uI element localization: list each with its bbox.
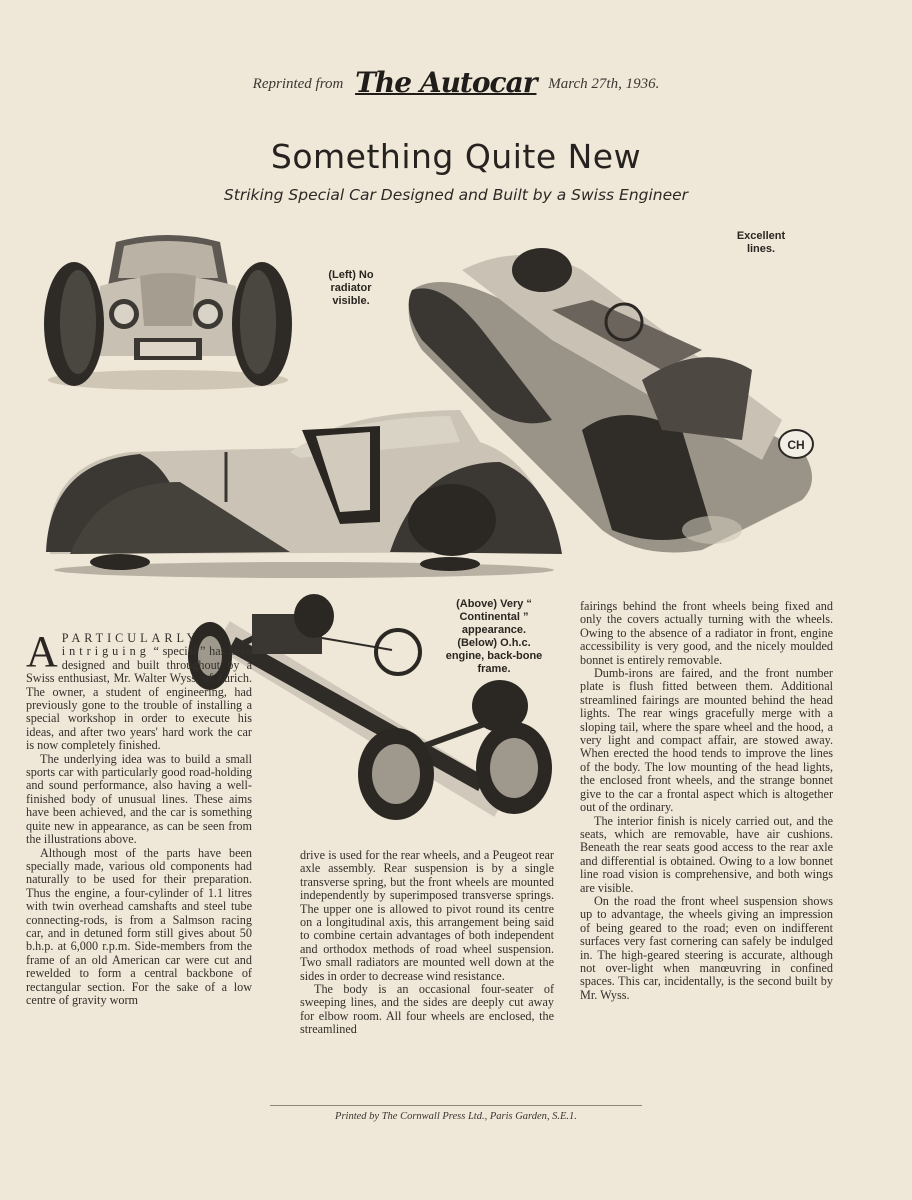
- autocar-logo: The Autocar: [355, 66, 537, 99]
- caption-excellent: Excellent lines.: [736, 230, 786, 255]
- lead-word: PARTICULARLY intriguing: [61, 631, 200, 659]
- col1-p1: “ special ” has been designed and built throughout by a Swiss enthusiast, Mr. Walter Wyss, of Zurich. The owner, a student of engineering, had previously gone to the trouble of installing a special workshop in order to execute his ideas, and after two years' hard work the car is now completely finished.: [26, 644, 252, 753]
- reprint-line: [0, 66, 912, 99]
- col3-p2: Dumb-irons are faired, and the front number plate is flush fitted between them. Additional streamlined fairings are mounted behind the head lights. The rear wings gracefully merge with a sloping tail, where the spare wheel and the hood, a very light and compact affair, are stowed away. When erected the hood tends to improve the lines of the body. The low mounting of the head lights, the enclosed front wheels, and the strange bonnet give to the car a frontal aspect which is altogether out of the ordinary.: [580, 666, 833, 815]
- col2-p1: drive is used for the rear wheels, and a Peugeot rear axle assembly. Rear suspension is by a single transverse spring, but the front wheels are mounted independently by superimposed transverse springs. The upper one is allowed to pivot round its centre on a longitudinal axis, this arrangement being said to combine certain advantages of both independent and orthodox methods of road wheel suspension. Two small radiators are mounted well down at the sides in order to decrease wind resistance.: [300, 848, 554, 983]
- caption-left: (Left) No radiator visible.: [328, 269, 374, 307]
- col1-lead: [26, 627, 252, 753]
- dropcap: A: [26, 627, 58, 676]
- photo-front-view: [40, 226, 296, 396]
- article-column-1: [26, 627, 252, 1007]
- col2-p2: The body is an occasional four-seater of sweeping lines, and the sides are deeply cut away for elbow room. All four wheels are enclosed, the streamlined: [300, 982, 554, 1037]
- col3-p3: The interior finish is nicely carried out, and the seats, which are removable, have air cushions. Beneath the rear seats good access to the rear axle and differential is obtained. Owing to a low bonnet line road vision is comprehensive, and both wings are visible.: [580, 813, 833, 895]
- printer-footer: Printed by The Cornwall Press Ltd., Paris Garden, S.E.1.: [335, 1111, 577, 1122]
- plate-label: CH: [787, 438, 805, 452]
- reprint-date: March 27th, 1936.: [548, 76, 660, 92]
- col1-p3: Although most of the parts have been specially made, various old components had naturally to be used for their preparation. Thus the engine, a four-cylinder of 1.1 litres with twin overhead camshafts and steel tube connecting-rods, is from a Salmson racing car, and in detuned form still gives about 50 b.h.p. at 6,000 r.p.m. Side-members from the frame of an old American car were cut and rewelded to form a central backbone of rectangular section. For the sake of a low centre of gravity worm: [26, 845, 252, 1007]
- article-subtitle: Striking Special Car Designed and Built by a Swiss Engineer: [223, 186, 689, 204]
- article-column-3: [580, 600, 833, 1002]
- photo-side-profile: [40, 402, 568, 580]
- caption-above-below: (Above) Very “ Continental ” appearance. (Below) O.h.c. engine, back-bone frame.: [445, 598, 543, 675]
- col3-p4: On the road the front wheel suspension shows up to advantage, the wheels giving an impression of being geared to the road; even on indifferent surfaces very fast cornering can safely be indulged in. The high-geared steering is accurate, although not over-light when manœuvring in confined spaces. This car, incidentally, is the second built by Mr. Wyss.: [580, 893, 833, 1002]
- col3-p1: fairings behind the front wheels being fixed and only the covers actually turning with the wheels. Owing to the absence of a radiator in front, engine accessibility is very good, and the nicely moulded bonnet is entirely removable.: [580, 599, 833, 667]
- reprint-prefix: Reprinted from: [252, 76, 344, 92]
- article-column-2: [300, 849, 554, 1037]
- article-title: Something Quite New: [270, 137, 642, 176]
- col1-p2: The underlying idea was to build a small sports car with particularly good road-holding and sound performance, also having a well-finished body of unusual lines. These aims have been achieved, and the car is something quite new in appearance, as can be seen from the illustrations above.: [26, 751, 252, 847]
- footer-rule: [270, 1105, 642, 1106]
